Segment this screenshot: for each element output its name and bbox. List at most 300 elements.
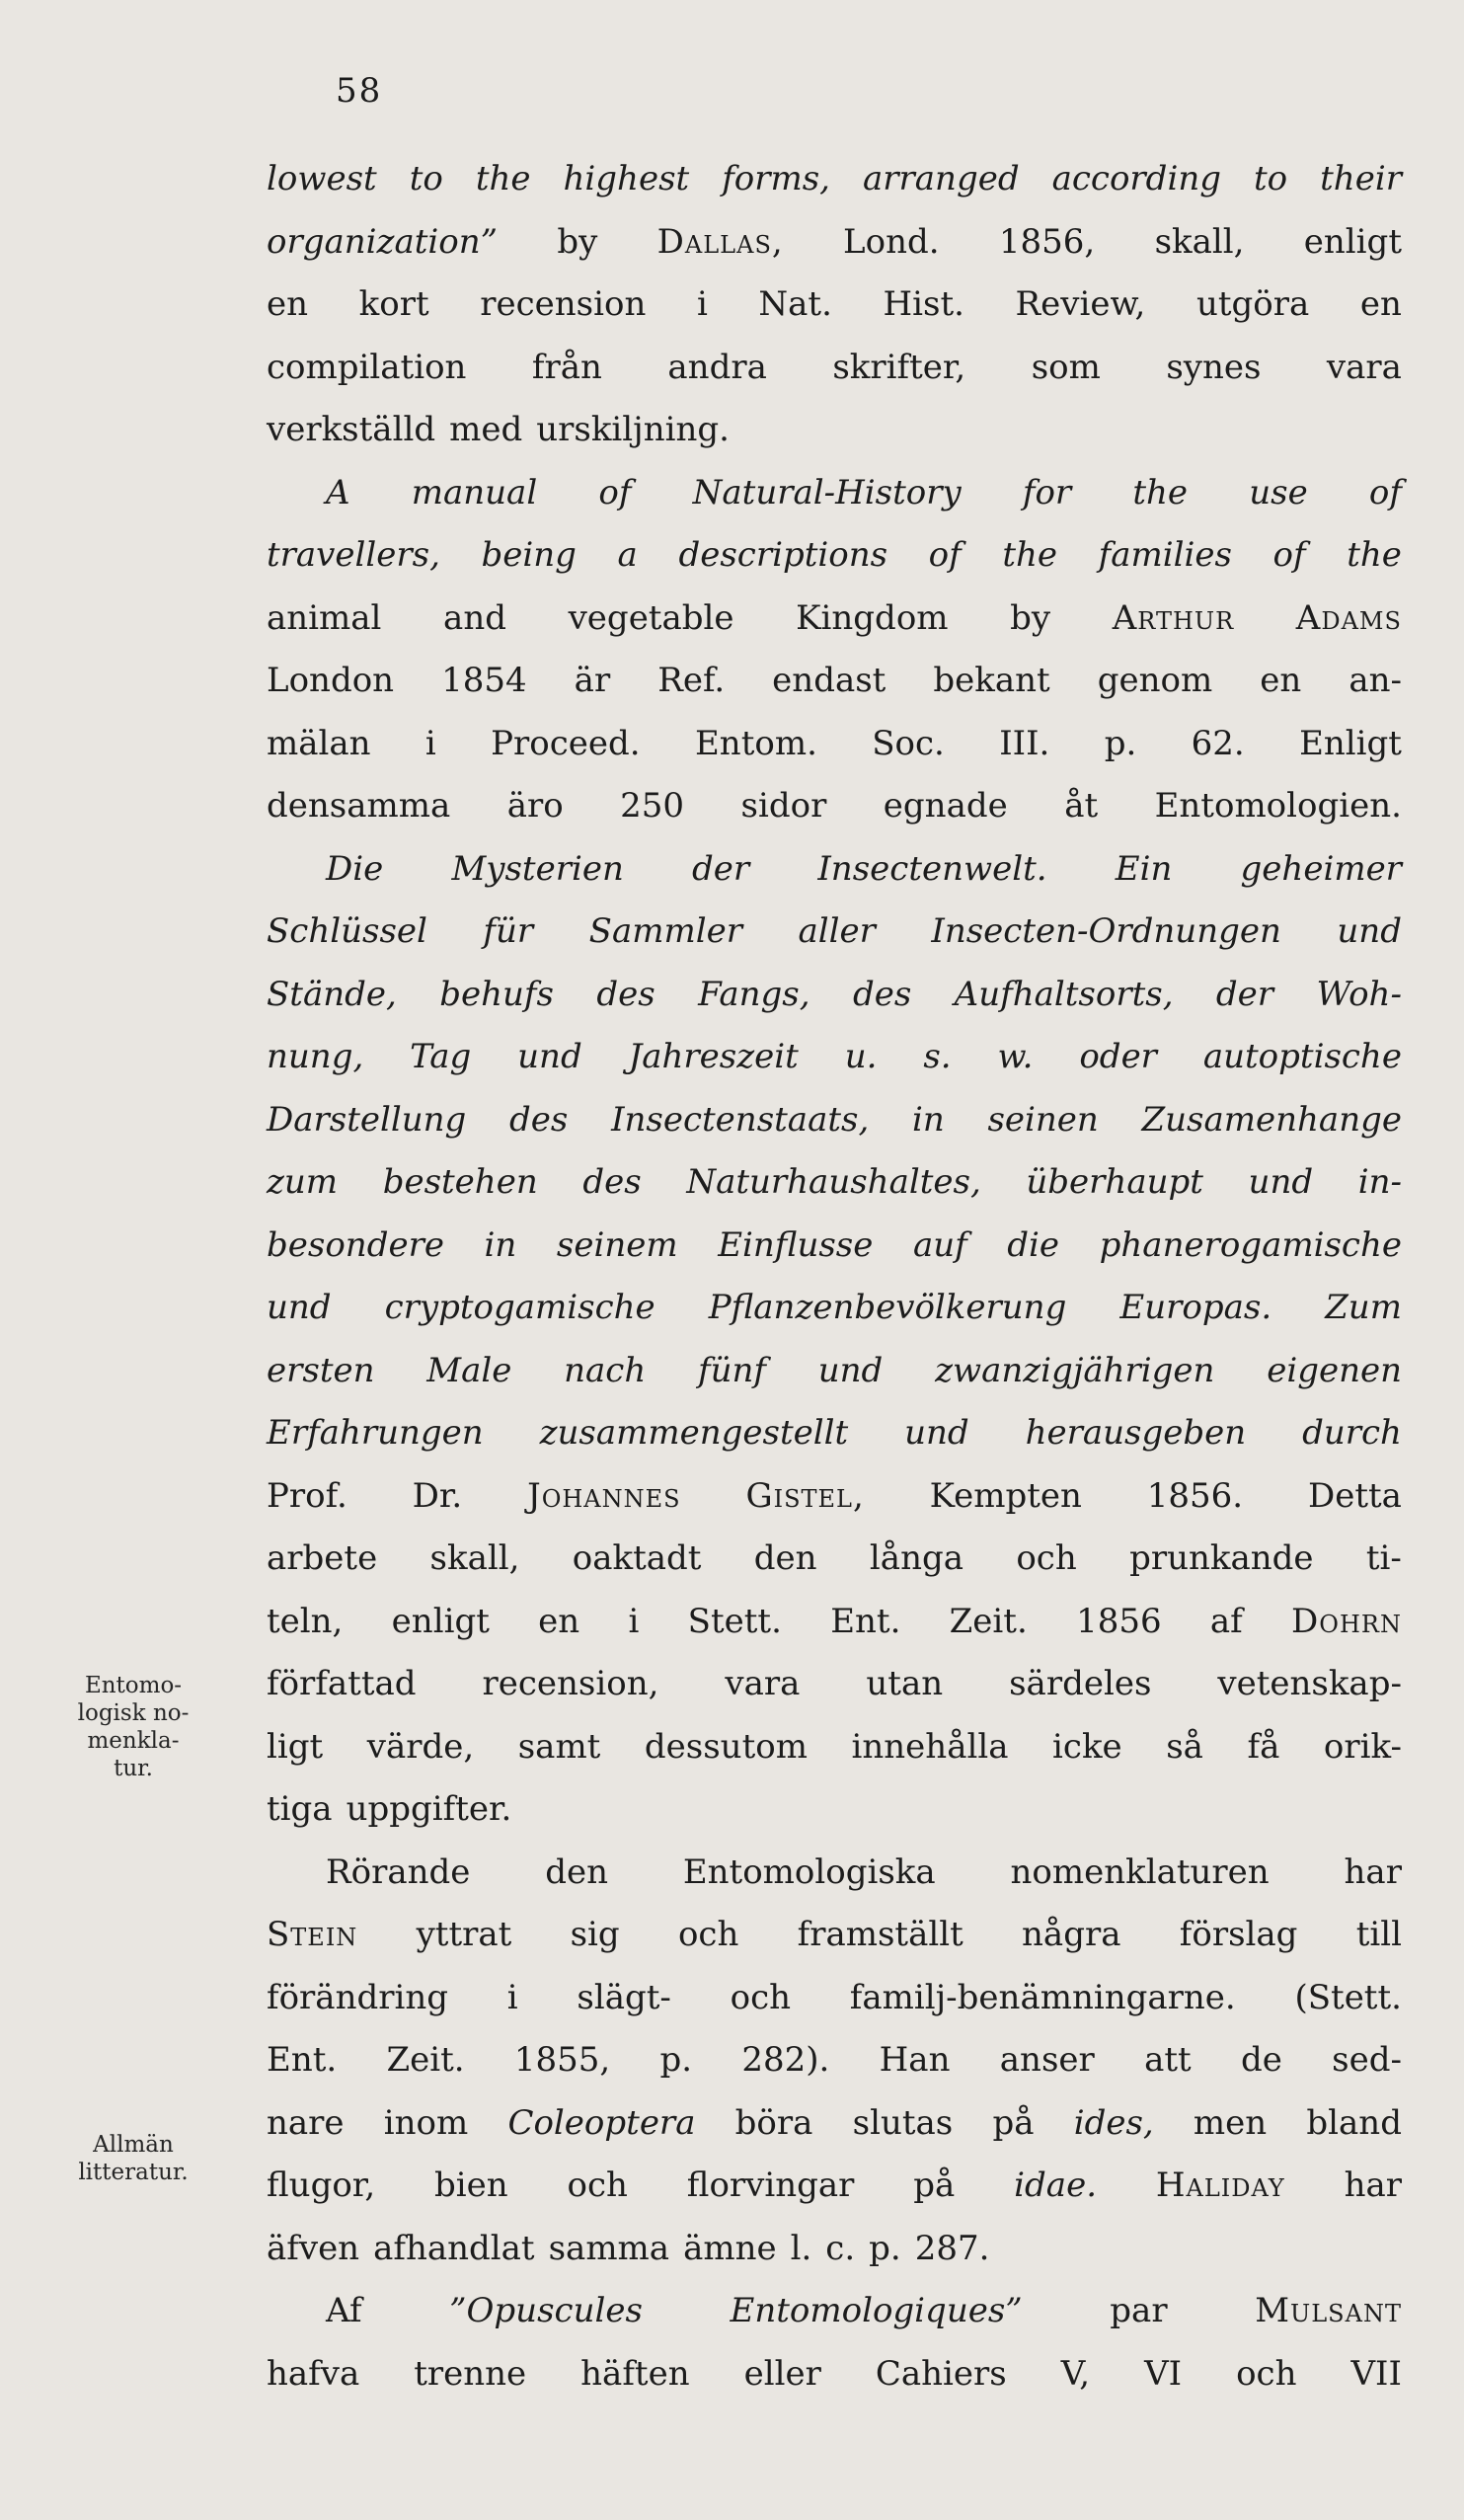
word: idae.	[1014, 2166, 1098, 2205]
text-line	[267, 337, 1402, 400]
word: Proceed.	[491, 723, 641, 763]
word: in	[911, 1099, 945, 1140]
word: vara	[725, 1664, 801, 1703]
text-line	[267, 588, 1402, 651]
word: (Stett.	[1294, 1977, 1402, 2017]
word-gap	[359, 2218, 373, 2281]
word: und	[1248, 1162, 1314, 1202]
word: des	[509, 1099, 569, 1140]
word: recension,	[482, 1664, 659, 1703]
word: hafva	[267, 2353, 360, 2394]
text-line	[267, 211, 1402, 275]
word: samma	[548, 2228, 670, 2268]
word: nare	[267, 2102, 345, 2143]
word: värde,	[366, 1726, 475, 1767]
word: und	[1337, 911, 1402, 951]
word: mälan	[267, 723, 371, 763]
word: to	[1254, 159, 1288, 198]
word: Zeit.	[949, 1601, 1028, 1641]
word: en	[538, 1601, 580, 1641]
word: dessutom	[644, 1726, 808, 1767]
word: yttrat	[416, 1915, 512, 1954]
word: l.	[790, 2228, 812, 2268]
word: organization”	[267, 221, 498, 262]
word: 1856	[1076, 1601, 1162, 1641]
margin-note-line: logisk no-	[77, 1700, 190, 1726]
word: några	[1022, 1915, 1121, 1954]
text-line	[267, 462, 1402, 525]
word: ämne	[683, 2228, 777, 2268]
word: arranged	[863, 159, 1020, 198]
word: icke	[1052, 1726, 1122, 1767]
word: Naturhaushaltes,	[686, 1162, 981, 1202]
word: der	[1215, 974, 1274, 1014]
word: och	[1016, 1538, 1077, 1578]
word: lowest	[267, 159, 377, 198]
word: Mulsant	[1255, 2291, 1402, 2330]
word: III.	[999, 723, 1050, 763]
word: från	[531, 347, 602, 387]
text-line	[267, 1089, 1402, 1152]
word: tiga	[267, 1789, 333, 1829]
word: of	[928, 535, 962, 575]
word: Insectenwelt.	[817, 848, 1047, 889]
word: bekant	[933, 661, 1050, 700]
word: den	[545, 1851, 608, 1892]
text-line	[267, 399, 1402, 462]
word: nung,	[267, 1037, 364, 1076]
word: på	[992, 2102, 1035, 2143]
word: enligt	[391, 1601, 490, 1641]
word: teln,	[267, 1601, 344, 1641]
word: Detta	[1307, 1475, 1402, 1516]
text-line	[267, 524, 1402, 588]
word: till	[1355, 1915, 1402, 1954]
word: Entomologiska	[682, 1851, 936, 1892]
word: Woh-	[1316, 974, 1402, 1014]
word: VII	[1350, 2353, 1402, 2394]
text-line	[267, 1026, 1402, 1089]
margin-note-line: menkla-	[87, 1728, 180, 1754]
word: Lond.	[843, 221, 940, 262]
text-line	[267, 2092, 1402, 2156]
word: endast	[772, 661, 886, 700]
word: skall,	[429, 1538, 520, 1578]
word: förslag	[1179, 1915, 1298, 1954]
word: vara	[1326, 347, 1402, 387]
word-gap	[855, 2218, 869, 2281]
word: Ent.	[267, 2040, 338, 2080]
text-line	[267, 1591, 1402, 1654]
word: par	[1110, 2291, 1168, 2330]
word: seinen	[987, 1099, 1099, 1140]
word: s.	[923, 1037, 952, 1076]
word: w.	[997, 1037, 1034, 1076]
word: författad	[267, 1664, 417, 1703]
word: har	[1344, 1851, 1402, 1892]
word: u.	[844, 1037, 878, 1076]
word: Dr.	[412, 1475, 463, 1516]
word: the	[475, 159, 531, 198]
word: p.	[869, 2228, 901, 2268]
word: des	[852, 974, 912, 1014]
word: Hist.	[883, 284, 964, 324]
word: to	[409, 159, 443, 198]
word: anser	[999, 2040, 1095, 2080]
word: und	[817, 1350, 884, 1390]
word: besondere	[267, 1224, 444, 1265]
text-line	[267, 1151, 1402, 1215]
word: Tag	[410, 1037, 472, 1076]
word: bland	[1306, 2102, 1402, 2143]
word: Entomologiques”	[730, 2291, 1023, 2330]
word: Zusamenhange	[1141, 1099, 1402, 1140]
word: by	[557, 221, 598, 262]
word: Darstellung	[267, 1099, 467, 1140]
word: of	[1368, 472, 1402, 512]
word: Arthur	[1112, 597, 1235, 638]
text-line	[267, 2029, 1402, 2092]
word: Ent.	[830, 1601, 901, 1641]
word: London	[267, 661, 395, 700]
word: och	[730, 1977, 792, 2017]
word: seinem	[556, 1224, 678, 1265]
word: 1856,	[998, 221, 1096, 262]
word: Kingdom	[796, 597, 949, 638]
word: Gistel,	[745, 1475, 865, 1516]
text-line	[267, 1215, 1402, 1278]
word: an-	[1348, 661, 1402, 700]
word: eigenen	[1267, 1350, 1402, 1390]
word: Review,	[1015, 284, 1146, 324]
word: kort	[358, 284, 429, 324]
word: und	[904, 1413, 969, 1453]
text-line	[267, 838, 1402, 902]
word: en	[267, 284, 309, 324]
word: Europas.	[1119, 1288, 1272, 1327]
word: florvingar	[686, 2166, 855, 2205]
word: nomenklaturen	[1010, 1851, 1270, 1892]
text-line	[267, 1465, 1402, 1529]
word: Af	[326, 2291, 362, 2330]
word: autoptische	[1202, 1037, 1402, 1076]
word: Die	[326, 848, 384, 889]
word: böra	[734, 2102, 813, 2143]
word: Dallas,	[656, 221, 784, 262]
word: Insecten-Ordnungen	[931, 911, 1281, 951]
word: Enligt	[1299, 723, 1402, 763]
word: die	[1007, 1224, 1060, 1265]
margin-note-line: Entomo-	[84, 1673, 183, 1698]
word-gap	[522, 399, 536, 462]
word-gap	[435, 399, 449, 462]
word: zusammengestellt	[539, 1413, 849, 1453]
word: sidor	[740, 786, 827, 826]
word: urskiljning.	[536, 410, 730, 449]
word: oaktadt	[572, 1538, 702, 1578]
word: für	[483, 911, 534, 951]
word: zwanzigjährigen	[935, 1350, 1215, 1390]
word: c.	[825, 2228, 856, 2268]
text-line	[267, 1402, 1402, 1465]
word: så	[1166, 1726, 1203, 1767]
word: långa	[869, 1538, 963, 1578]
word: phanerogamische	[1099, 1224, 1402, 1265]
text-line	[267, 274, 1402, 337]
word: Rörande	[326, 1851, 471, 1892]
word: vegetable	[568, 597, 734, 638]
word: Pflanzenbevölkerung	[708, 1288, 1067, 1327]
word: A	[326, 472, 350, 512]
text-line	[267, 2218, 1402, 2281]
word: the	[1132, 472, 1189, 512]
word: 62.	[1191, 723, 1245, 763]
word: Coleoptera	[507, 2102, 696, 2143]
word: Ein	[1115, 848, 1173, 889]
word: travellers,	[267, 535, 440, 575]
word: Jahreszeit	[628, 1037, 799, 1076]
word: ti-	[1365, 1538, 1402, 1578]
word: och	[567, 2166, 628, 2205]
word: Entomologien.	[1154, 786, 1402, 826]
text-line	[267, 1340, 1402, 1403]
word: synes	[1166, 347, 1262, 387]
word: durch	[1302, 1413, 1402, 1453]
word: Han	[879, 2040, 951, 2080]
word: på	[913, 2166, 956, 2205]
word: men	[1193, 2102, 1268, 2143]
word: 1854	[441, 661, 527, 700]
word: Entom.	[694, 723, 817, 763]
word: Natural-History	[692, 472, 962, 512]
word: Johannes	[527, 1475, 681, 1516]
text-line	[267, 775, 1402, 838]
text-line	[267, 650, 1402, 713]
word: i	[506, 1977, 518, 2017]
word: 250	[620, 786, 685, 826]
word: innehålla	[851, 1726, 1009, 1767]
word: bestehen	[382, 1162, 538, 1202]
text-line	[267, 1716, 1402, 1779]
margin-note-nomenclature	[59, 1672, 207, 1782]
word: bien	[433, 2166, 508, 2205]
page-number: 58	[336, 71, 383, 111]
word: de	[1240, 2040, 1282, 2080]
word: their	[1320, 159, 1402, 198]
word: få	[1247, 1726, 1280, 1767]
text-line	[267, 1904, 1402, 1967]
word: i	[628, 1601, 640, 1641]
word: Nat.	[758, 284, 832, 324]
margin-note-literature	[59, 2131, 207, 2186]
word: V,	[1060, 2353, 1091, 2394]
word: slutas	[852, 2102, 954, 2143]
word: arbete	[267, 1538, 378, 1578]
word: i	[696, 284, 708, 324]
word: Stände,	[267, 974, 397, 1014]
word: Ref.	[657, 661, 726, 700]
word: überhaupt	[1026, 1162, 1203, 1202]
word: framställt	[797, 1915, 963, 1954]
word: behufs	[439, 974, 554, 1014]
word: särdeles	[1009, 1664, 1152, 1703]
word: 287.	[914, 2228, 990, 2268]
word: Cahiers	[875, 2353, 1007, 2394]
word: Zum	[1325, 1288, 1402, 1327]
word: häften	[580, 2353, 690, 2394]
text-line	[267, 148, 1402, 211]
text-line	[267, 2343, 1402, 2406]
word: att	[1144, 2040, 1192, 2080]
word: geheimer	[1240, 848, 1402, 889]
word: aller	[798, 911, 876, 951]
word: samt	[517, 1726, 601, 1767]
word: orik-	[1323, 1726, 1402, 1767]
word: p.	[1104, 723, 1137, 763]
word: af	[1209, 1601, 1243, 1641]
word: åt	[1064, 786, 1099, 826]
word: är	[574, 661, 611, 700]
word: en	[1359, 284, 1402, 324]
word: Mysterien	[451, 848, 624, 889]
word: forms,	[722, 159, 830, 198]
margin-note-line: litteratur.	[78, 2160, 189, 2185]
word: auf	[912, 1224, 967, 1265]
text-line	[267, 713, 1402, 776]
word: Zeit.	[386, 2040, 465, 2080]
word: skrifter,	[832, 347, 966, 387]
word-gap	[333, 1778, 347, 1842]
word: Prof.	[267, 1475, 347, 1516]
word: Male	[426, 1350, 512, 1390]
word: andra	[667, 347, 767, 387]
word-gap	[669, 2218, 683, 2281]
word: zum	[267, 1162, 339, 1202]
word: Stein	[267, 1915, 358, 1954]
word: Einflusse	[718, 1224, 874, 1265]
word: descriptions	[678, 535, 888, 575]
word: prunkande	[1129, 1538, 1314, 1578]
word: med	[449, 410, 523, 449]
word: ides,	[1073, 2102, 1154, 2143]
word: den	[753, 1538, 817, 1578]
word: Insectenstaats,	[611, 1099, 870, 1140]
word: flugor,	[267, 2166, 376, 2205]
word: families	[1098, 535, 1232, 575]
word: i	[424, 723, 436, 763]
word: the	[1002, 535, 1058, 575]
word: en	[1260, 661, 1302, 700]
word: 1856.	[1146, 1475, 1244, 1516]
word: genom	[1097, 661, 1213, 700]
word: cryptogamische	[384, 1288, 655, 1327]
word: Schlüssel	[267, 911, 427, 951]
word: Dohrn	[1291, 1601, 1402, 1641]
word: fünf	[698, 1350, 766, 1390]
word: des	[596, 974, 655, 1014]
margin-note-line: Allmän	[93, 2132, 174, 2158]
text-line	[267, 2155, 1402, 2218]
word: Haliday	[1155, 2166, 1285, 2205]
word: Stett.	[687, 1601, 782, 1641]
word: 1855,	[513, 2040, 611, 2080]
word: being	[481, 535, 577, 575]
word: utan	[866, 1664, 944, 1703]
word: eller	[743, 2353, 821, 2394]
word: nach	[564, 1350, 647, 1390]
text-line	[267, 2280, 1402, 2343]
word: according	[1051, 159, 1221, 198]
word: egnade	[883, 786, 1008, 826]
word: compilation	[267, 347, 467, 387]
word: herausgeben	[1025, 1413, 1247, 1453]
word: vetenskap-	[1217, 1664, 1402, 1703]
text-line	[267, 1967, 1402, 2030]
word: a	[617, 535, 638, 575]
text-line	[267, 1653, 1402, 1716]
text-line	[267, 1842, 1402, 1905]
word: oder	[1079, 1037, 1157, 1076]
word: Aufhaltsorts,	[954, 974, 1174, 1014]
word: och	[1236, 2353, 1297, 2394]
word: uppgifter.	[346, 1789, 512, 1829]
word: ”Opuscules	[449, 2291, 643, 2330]
word: skall,	[1154, 221, 1245, 262]
word-gap	[535, 2218, 549, 2281]
word: afhandlat	[373, 2228, 535, 2268]
word: VI	[1144, 2353, 1183, 2394]
word: densamma	[267, 786, 451, 826]
word: verkställd	[267, 410, 436, 449]
word: inom	[383, 2102, 469, 2143]
word: by	[1010, 597, 1051, 638]
word: Adams	[1295, 597, 1402, 638]
word: sig	[570, 1915, 620, 1954]
word: the	[1347, 535, 1402, 575]
word: und	[517, 1037, 582, 1076]
word: 282).	[741, 2040, 830, 2080]
word: highest	[563, 159, 690, 198]
word: Erfahrungen	[267, 1413, 484, 1453]
word: äro	[506, 786, 564, 826]
text-line	[267, 1528, 1402, 1591]
word: ersten	[267, 1350, 375, 1390]
word: and	[443, 597, 506, 638]
word: Sammler	[588, 911, 742, 951]
word: p.	[659, 2040, 693, 2080]
word: utgöra	[1195, 284, 1310, 324]
word: som	[1031, 347, 1101, 387]
word: use	[1249, 472, 1308, 512]
word: enligt	[1303, 221, 1402, 262]
word: Fangs,	[698, 974, 810, 1014]
word-gap	[811, 2218, 825, 2281]
text-line	[267, 1277, 1402, 1340]
word: in-	[1357, 1162, 1402, 1202]
text-line	[267, 901, 1402, 964]
word: äfven	[267, 2228, 360, 2268]
text-line	[267, 964, 1402, 1027]
word: trenne	[414, 2353, 527, 2394]
word: och	[677, 1915, 739, 1954]
word: of	[598, 472, 632, 512]
word: for	[1022, 472, 1072, 512]
word: slägt-	[577, 1977, 671, 2017]
word: of	[1272, 535, 1306, 575]
word-gap	[777, 2218, 791, 2281]
word: manual	[411, 472, 538, 512]
word: Soc.	[872, 723, 945, 763]
